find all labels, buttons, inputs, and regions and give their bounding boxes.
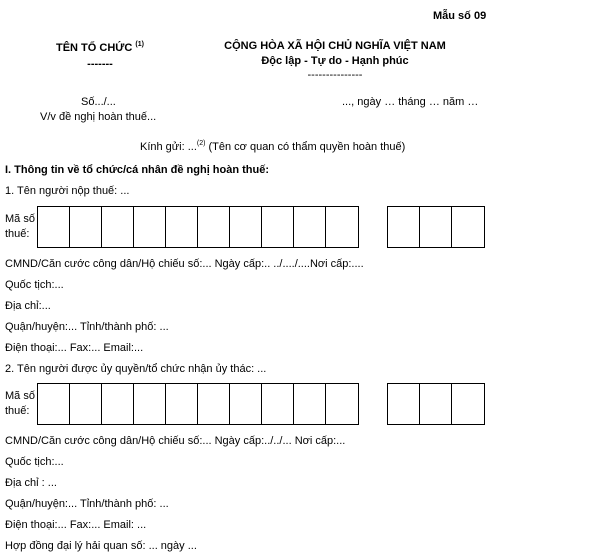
tax-code-cell[interactable] [198,384,230,424]
document-number: Số.../... [81,96,116,108]
tax-code-branch-boxes-1 [387,206,485,248]
tax-code-cell[interactable] [102,207,134,247]
tax-code-cell[interactable] [230,207,262,247]
taxpayer-name: 1. Tên người nộp thuế: ... [5,185,130,197]
tax-code-cell[interactable] [70,384,102,424]
authorized-name: 2. Tên người được ủy quyền/tổ chức nhận ủy thác: ... [5,363,267,375]
tax-code-cell[interactable] [166,384,198,424]
tax-code-cell[interactable] [38,384,70,424]
section1-heading: I. Thông tin về tổ chức/cá nhân đề nghị hoàn thuế: [5,164,270,176]
district-2: Quận/huyện:... Tỉnh/thành phố: ... [5,498,169,510]
recipient-suffix: (Tên cơ quan có thẩm quyền hoàn thuế) [205,141,406,153]
tax-code-cell[interactable] [452,384,484,424]
tax-code-main-boxes-2 [37,383,359,425]
tax-code-cell[interactable] [388,207,420,247]
tax-code-cell[interactable] [420,207,452,247]
republic-underline: --------------- [307,69,363,81]
republic-title: CỘNG HÒA XÃ HỘI CHỦ NGHĨA VIỆT NAM [224,40,446,52]
id-line-1: CMND/Căn cước công dân/Hộ chiếu số:... Ngày cấp:.. ../..../....Nơi cấp:.... [5,258,364,270]
tax-code-cell[interactable] [262,207,294,247]
tax-code-cell[interactable] [38,207,70,247]
id-line-2: CMND/Căn cước công dân/Hộ chiếu số:... Ngày cấp:../../... Nơi cấp:... [5,435,346,447]
date-line: ..., ngày … tháng … năm … [342,96,479,108]
tax-code-cell[interactable] [262,384,294,424]
org-underline: ------- [87,58,113,70]
tax-code-cell[interactable] [326,384,358,424]
tax-code-cell[interactable] [134,384,166,424]
nationality-2: Quốc tịch:... [5,456,64,468]
tax-code-cell[interactable] [420,384,452,424]
phone-1: Điện thoại:... Fax:... Email:... [5,342,144,354]
recipient-footnote: (2) [196,140,206,147]
district-1: Quận/huyện:... Tỉnh/thành phố: ... [5,321,169,333]
address-2: Địa chỉ : ... [5,477,57,489]
tax-code-cell[interactable] [452,207,484,247]
org-name-block [40,42,160,54]
tax-code-cell[interactable] [70,207,102,247]
tax-code-cell[interactable] [230,384,262,424]
tax-code-cell[interactable] [134,207,166,247]
tax-code-branch-boxes-2 [387,383,485,425]
agency-contract: Hợp đồng đại lý hải quan số: ... ngày ... [5,540,197,552]
address-1: Địa chỉ:... [5,300,51,312]
tax-code-cell[interactable] [294,384,326,424]
recipient-line [140,141,405,153]
nationality-1: Quốc tịch:... [5,279,64,291]
tax-code-cell[interactable] [294,207,326,247]
tax-code-main-boxes-1 [37,206,359,248]
tax-code-label-1: Mã số thuế: [5,213,35,240]
tax-code-cell[interactable] [388,384,420,424]
republic-motto: Độc lập - Tự do - Hạnh phúc [261,55,409,67]
form-number: Mẫu số 09 [433,10,487,22]
subject-line: V/v đề nghị hoàn thuế... [40,111,157,123]
tax-code-cell[interactable] [198,207,230,247]
tax-code-label-2: Mã số thuế: [5,390,35,417]
tax-code-cell[interactable] [166,207,198,247]
recipient-prefix: Kính gửi: ... [140,141,197,153]
tax-code-cell[interactable] [102,384,134,424]
org-name: TÊN TỔ CHỨC [56,42,133,54]
tax-code-cell[interactable] [326,207,358,247]
org-footnote: (1) [135,41,144,48]
phone-2: Điện thoại:... Fax:... Email: ... [5,519,147,531]
